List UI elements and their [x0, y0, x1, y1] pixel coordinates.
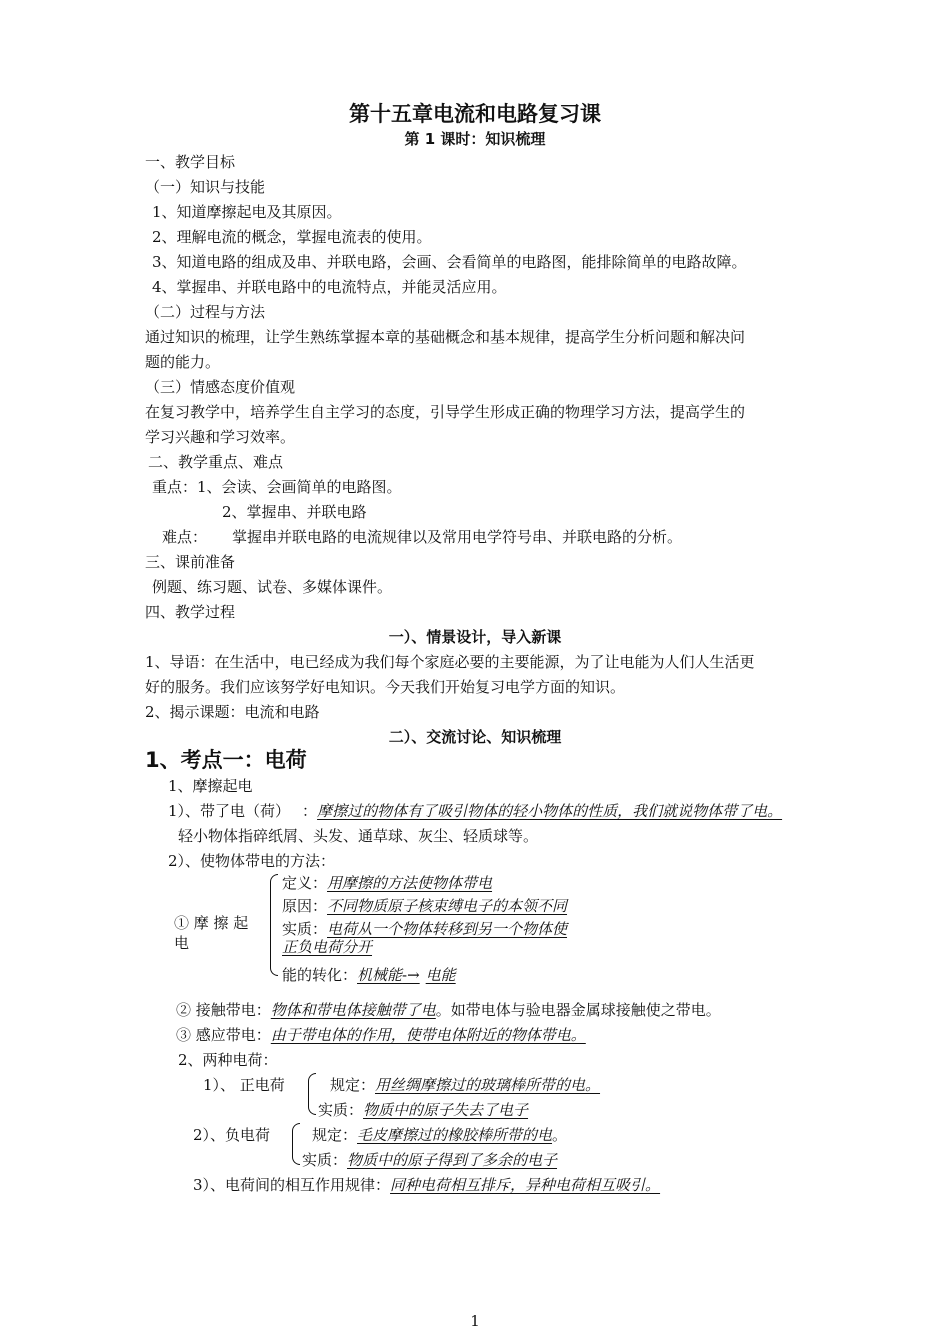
cause-label: 原因：: [282, 897, 328, 915]
subsection-heading: （二）过程与方法: [145, 303, 266, 321]
topic-heading: 2、两种电荷：: [178, 1051, 278, 1069]
negative-rule-line: [312, 1125, 567, 1145]
goal-item: 1、知道摩擦起电及其原因。: [152, 203, 342, 221]
section-heading: 二、教学重点、难点: [148, 453, 284, 471]
difficulty-text: 掌握串并联电路的电流规律以及常用电学符号串、并联电路的分析。: [232, 528, 683, 546]
pos-rule-label: 规定：: [330, 1076, 376, 1094]
goal-item: 2、理解电流的概念，掌握电流表的使用。: [152, 228, 432, 246]
step-heading: 二）、交流讨论、知识梳理: [388, 728, 562, 746]
pos-ess-text: 物质中的原子失去了电子: [363, 1101, 529, 1119]
induction-line: [176, 1025, 586, 1045]
paragraph-line: 学习兴趣和学习效率。: [145, 428, 296, 446]
brace-icon: [292, 1123, 300, 1165]
section-heading: 一、教学目标: [145, 153, 236, 171]
energy-from: 机械能: [357, 966, 403, 984]
essence-label: 实质：: [282, 920, 328, 938]
neg-ess-text: 物质中的原子得到了多余的电子: [347, 1151, 558, 1169]
energy-line: [282, 965, 456, 985]
charged-sep: ：: [302, 802, 318, 820]
neg-ess-label: 实质：: [302, 1151, 348, 1169]
paragraph-line: 题的能力。: [145, 353, 221, 371]
negative-essence-line: [302, 1150, 557, 1170]
paragraph-line: 轻小物体指碎纸屑、头发、通草球、灰尘、轻质球等。: [178, 827, 539, 845]
paragraph-line: 在复习教学中，培养学生自主学习的态度，引导学生形成正确的物理学习方法，提高学生的: [145, 403, 746, 421]
neg-rule-end: 。: [552, 1126, 568, 1144]
paragraph-line: 1、导语：在生活中，电已经成为我们每个家庭必要的主要能源，为了让电能为人们人生活更: [145, 653, 755, 671]
positive-rule-line: [330, 1075, 600, 1095]
induction-text: 由于带电体的作用，使带电体附近的物体带电。: [270, 1026, 586, 1044]
def-label: 定义：: [282, 874, 328, 892]
goal-item: 4、掌握串、并联电路中的电流特点，并能灵活应用。: [152, 278, 507, 296]
positive-essence-line: [318, 1100, 528, 1120]
brace-icon: [308, 1073, 316, 1115]
interaction-line: [193, 1175, 660, 1195]
induction-label: ③ 感应带电：: [176, 1026, 271, 1044]
energy-to: 电能: [425, 966, 456, 984]
page-subtitle: 第 1 课时：知识梳理: [404, 130, 546, 148]
section-heading: 四、教学过程: [145, 603, 236, 621]
cause-text: 不同物质原子核束缚电子的本领不同: [327, 897, 568, 915]
charged-definition: 摩擦过的物体有了吸引物体的轻小物体的性质，我们就说物体带了电。: [317, 802, 783, 820]
contact-rest: 。如带电体与验电器金属球接触使之带电。: [435, 1001, 721, 1019]
cause-line: [282, 896, 567, 916]
essence-line: [282, 919, 567, 939]
def-text: 用摩擦的方法使物体带电: [327, 874, 493, 892]
interaction-text: 同种电荷相互排斥，异种电荷相互吸引。: [390, 1176, 661, 1194]
essence-text: 电荷从一个物体转移到另一个物体使: [327, 920, 568, 938]
energy-label: 能的转化：: [282, 966, 358, 984]
pos-ess-label: 实质：: [318, 1101, 364, 1119]
contact-label: ② 接触带电：: [176, 1001, 271, 1019]
contact-line: [176, 1000, 721, 1020]
key-point: 2、掌握串、并联电路: [222, 503, 367, 521]
essence-text: 正负电荷分开: [282, 938, 373, 956]
charged-line: [168, 801, 782, 821]
method-heading: 2）、使物体带电的方法：: [168, 852, 336, 870]
paragraph-line: 好的服务。我们应该努学好电知识。今天我们开始复习电学方面的知识。: [145, 678, 626, 696]
page-number: 1: [470, 1312, 480, 1330]
contact-text: 物体和带电体接触带了电: [270, 1001, 436, 1019]
difficulty-label: 难点：: [162, 528, 208, 546]
paragraph-line: 2、揭示课题：电流和电路: [145, 703, 320, 721]
positive-charge-label: 1）、 正电荷: [203, 1076, 285, 1094]
prep-text: 例题、练习题、试卷、多媒体课件。: [152, 578, 393, 596]
friction-label: 电: [174, 934, 190, 952]
pos-rule-text: 用丝绸摩擦过的玻璃棒所带的电。: [375, 1076, 601, 1094]
neg-rule-label: 规定：: [312, 1126, 358, 1144]
point-heading: 1、考点一：电荷: [145, 748, 307, 772]
friction-label: ① 摩 擦 起: [174, 914, 249, 932]
negative-charge-label: 2）、负电荷: [193, 1126, 271, 1144]
page-title: 第十五章电流和电路复习课: [349, 102, 601, 126]
interaction-label: 3）、电荷间的相互作用规律：: [193, 1176, 391, 1194]
paragraph-line: 通过知识的梳理，让学生熟练掌握本章的基础概念和基本规律，提高学生分析问题和解决问: [145, 328, 746, 346]
neg-rule-text: 毛皮摩擦过的橡胶棒所带的电: [357, 1126, 553, 1144]
section-heading: 三、课前准备: [145, 553, 236, 571]
step-heading: 一）、情景设计，导入新课: [388, 628, 562, 646]
subsection-heading: （一）知识与技能: [145, 178, 266, 196]
subsection-heading: （三）情感态度价值观: [145, 378, 296, 396]
arrow-icon: -→: [402, 966, 420, 984]
goal-item: 3、知道电路的组成及串、并联电路，会画、会看简单的电路图，能排除简单的电路故障。: [152, 253, 747, 271]
essence-line-2: [282, 937, 372, 957]
definition-line: [282, 873, 492, 893]
charged-label: 1）、带了电（荷）: [168, 802, 291, 820]
topic-heading: 1、摩擦起电: [168, 777, 253, 795]
brace-icon: [270, 874, 278, 976]
key-point: 重点：1、会读、会画简单的电路图。: [152, 478, 402, 496]
